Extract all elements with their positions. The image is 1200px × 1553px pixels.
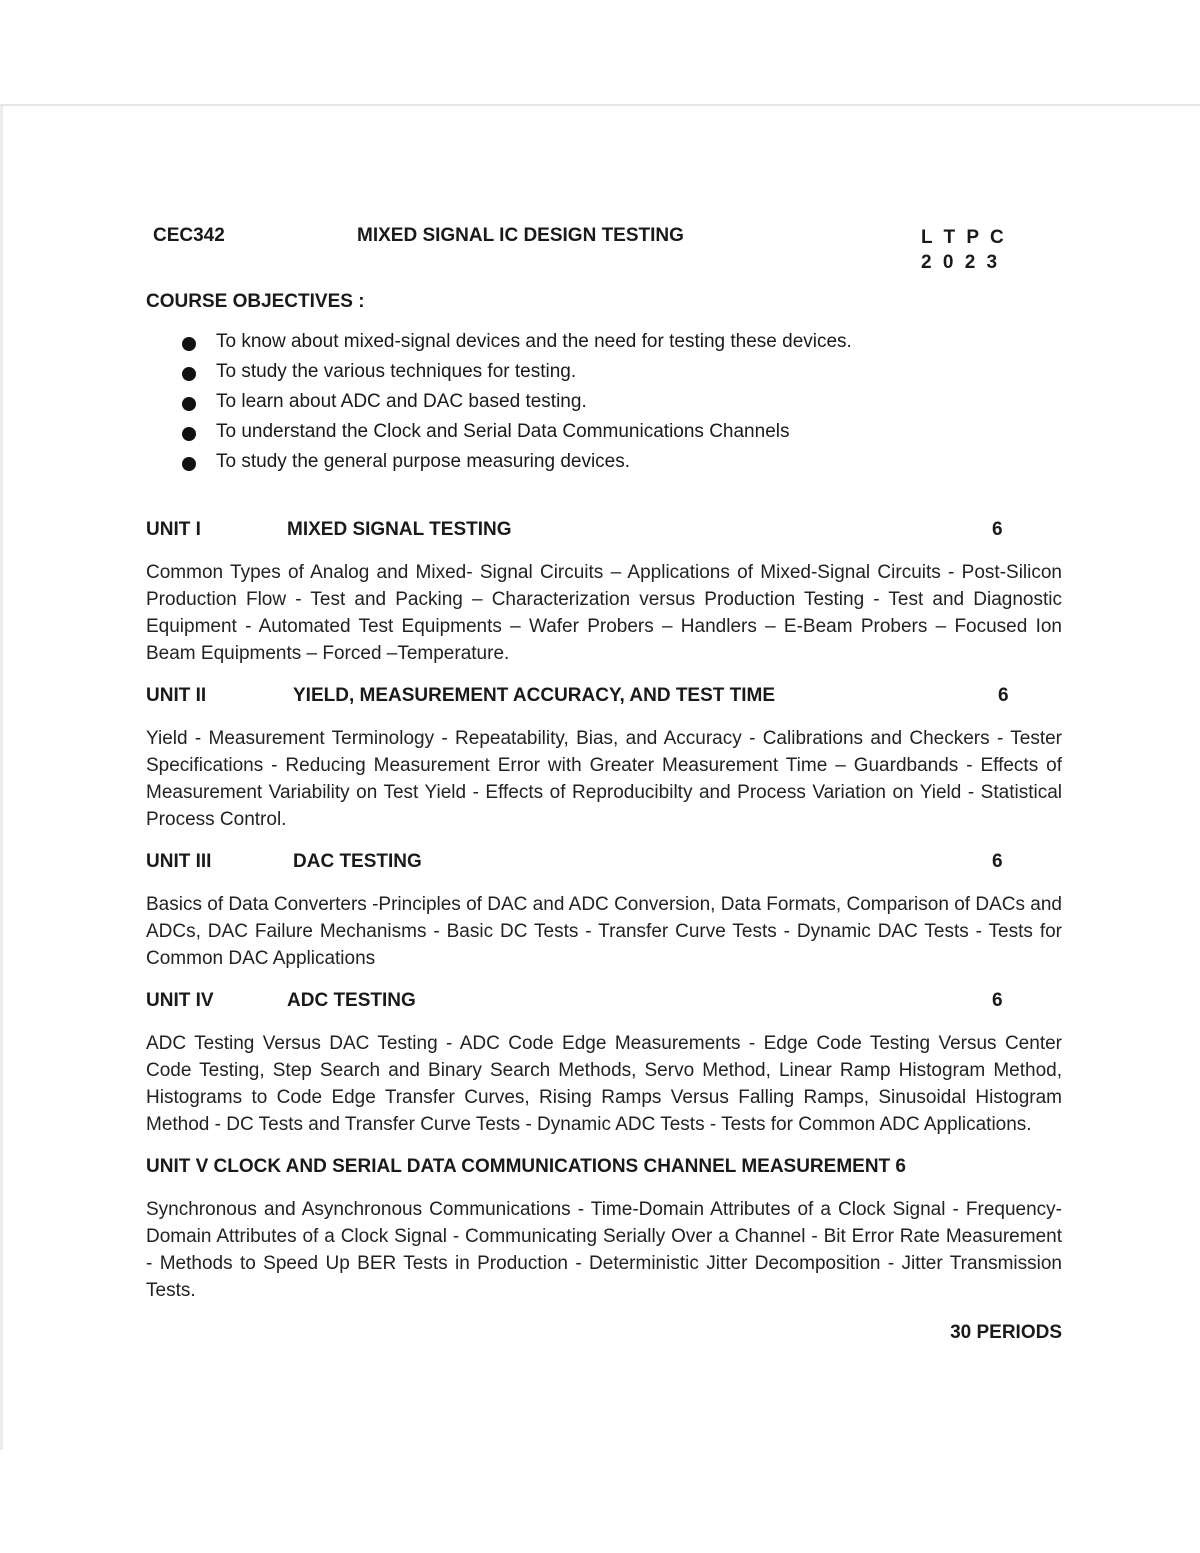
unit-2-heading [146, 683, 1062, 709]
objective-text: To know about mixed-signal devices and the need for testing these devices. [216, 331, 852, 352]
unit-4-heading [146, 988, 1062, 1014]
objective-text: To study the various techniques for testing. [216, 361, 577, 382]
bullet-icon [182, 427, 196, 441]
unit-title: YIELD, MEASUREMENT ACCURACY, AND TEST TIME [293, 685, 776, 706]
bullet-icon [182, 337, 196, 351]
list-item [182, 447, 1062, 477]
unit-number: UNIT IV [146, 990, 214, 1011]
unit-title: MIXED SIGNAL TESTING [287, 519, 512, 540]
unit-2-content: Yield - Measurement Terminology - Repeatability, Bias, and Accuracy - Calibrations and Checkers - Tester Specifications - Reducing Measurement Error with Greater Measurement Time – Guardbands - Effects of Measurement Variability on Test Yield - Effects of Reproducibilty and Process Variation on Yield - Statistical Process Control. [146, 728, 1062, 830]
unit-number: UNIT II [146, 685, 207, 706]
course-code: CEC342 [153, 225, 225, 246]
unit-hours: 6 [992, 990, 1003, 1011]
objective-text: To study the general purpose measuring devices. [216, 451, 631, 472]
objective-text: To understand the Clock and Serial Data Communications Channels [216, 421, 790, 442]
unit-1-heading [146, 517, 1062, 543]
unit-3-heading [146, 849, 1062, 875]
unit-title: ADC TESTING [287, 990, 416, 1011]
bullet-icon [182, 367, 196, 381]
total-periods: 30 PERIODS [950, 1322, 1062, 1343]
unit-5-heading: UNIT V CLOCK AND SERIAL DATA COMMUNICATIONS CHANNEL MEASUREMENT 6 [146, 1156, 906, 1177]
page-left-edge [0, 106, 3, 1450]
unit-hours: 6 [992, 851, 1003, 872]
unit-hours: 6 [992, 519, 1003, 540]
syllabus-page [146, 222, 1062, 1344]
unit-3-content: Basics of Data Converters -Principles of DAC and ADC Conversion, Data Formats, Comparison of DACs and ADCs, DAC Failure Mechanisms - Basic DC Tests - Transfer Curve Tests - Dynamic DAC Tests - Tests for Common DAC Applications [146, 894, 1062, 969]
unit-5-content: Synchronous and Asynchronous Communications - Time-Domain Attributes of a Clock Signal - Frequency-Domain Attributes of a Clock Signal - Communicating Serially Over a Channel - Bit Error Rate Measurement - Methods to Speed Up BER Tests in Production - Deterministic Jitter Decomposition - Jitter Transmission Tests. [146, 1199, 1062, 1301]
course-header [146, 222, 1062, 282]
unit-number: UNIT I [146, 519, 201, 540]
page-top-edge [0, 104, 1200, 106]
course-title: MIXED SIGNAL IC DESIGN TESTING [357, 225, 684, 246]
unit-title: DAC TESTING [293, 851, 422, 872]
list-item [182, 357, 1062, 387]
unit-hours: 6 [998, 685, 1009, 706]
bullet-icon [182, 397, 196, 411]
list-item [182, 387, 1062, 417]
bullet-icon [182, 457, 196, 471]
objectives-heading: COURSE OBJECTIVES : [146, 291, 365, 312]
ltpc-values: 2 0 2 3 [921, 252, 1001, 273]
objective-text: To learn about ADC and DAC based testing. [216, 391, 587, 412]
ltpc-labels: L T P C [921, 227, 1007, 248]
list-item [182, 417, 1062, 447]
unit-4-content: ADC Testing Versus DAC Testing - ADC Code Edge Measurements - Edge Code Testing Versus Center Code Testing, Step Search and Binary Search Methods, Servo Method, Linear Ramp Histogram Method, Histograms to Code Edge Transfer Curves, Rising Ramps Versus Falling Ramps, Sinusoidal Histogram Method - DC Tests and Transfer Curve Tests - Dynamic ADC Tests - Tests for Common ADC Applications. [146, 1033, 1062, 1135]
unit-1-content: Common Types of Analog and Mixed- Signal Circuits – Applications of Mixed-Signal Circuits - Post-Silicon Production Flow - Test and Packing – Characterization versus Production Testing - Test and Diagnostic Equipment - Automated Test Equipments – Wafer Probers – Handlers – E-Beam Probers – Focused Ion Beam Equipments – Forced –Temperature. [146, 562, 1062, 664]
unit-number: UNIT III [146, 851, 212, 872]
objectives-list [146, 327, 1062, 477]
list-item [182, 327, 1062, 357]
ltpc-block [921, 225, 1007, 275]
